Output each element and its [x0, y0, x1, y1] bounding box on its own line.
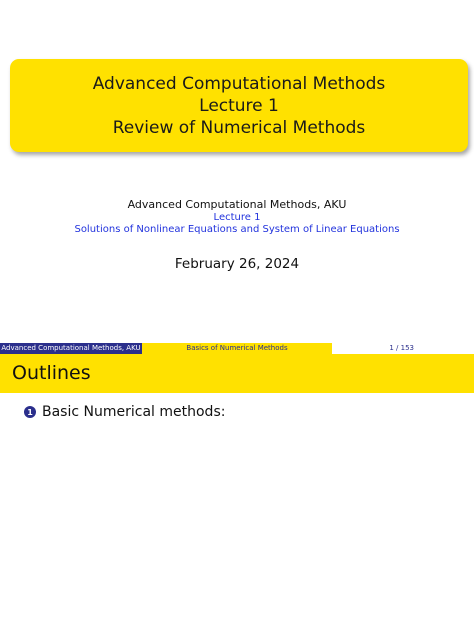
footer-page-number: 1 / 153 — [332, 343, 474, 354]
lecture-subtitle: Solutions of Nonlinear Equations and System of Linear Equations — [74, 224, 400, 235]
title-block — [10, 59, 468, 152]
title-line-2: Lecture 1 — [199, 95, 279, 116]
numbered-bullet-icon: 1 — [24, 406, 36, 418]
list-item — [24, 404, 225, 420]
list-item-text: Basic Numerical methods: — [42, 404, 226, 420]
slide-heading: Outlines — [12, 362, 91, 384]
footer-author: Advanced Computational Methods, AKU — [1, 344, 141, 352]
slide-footer — [0, 343, 474, 354]
author-line: Advanced Computational Methods, AKU — [127, 198, 347, 211]
slide-header — [0, 354, 474, 393]
title-line-1: Advanced Computational Methods — [92, 73, 386, 94]
date-line: February 26, 2024 — [174, 256, 300, 272]
title-line-3: Review of Numerical Methods — [112, 117, 366, 138]
lecture-label: Lecture 1 — [213, 212, 261, 223]
footer-section: Basics of Numerical Methods — [142, 343, 332, 354]
